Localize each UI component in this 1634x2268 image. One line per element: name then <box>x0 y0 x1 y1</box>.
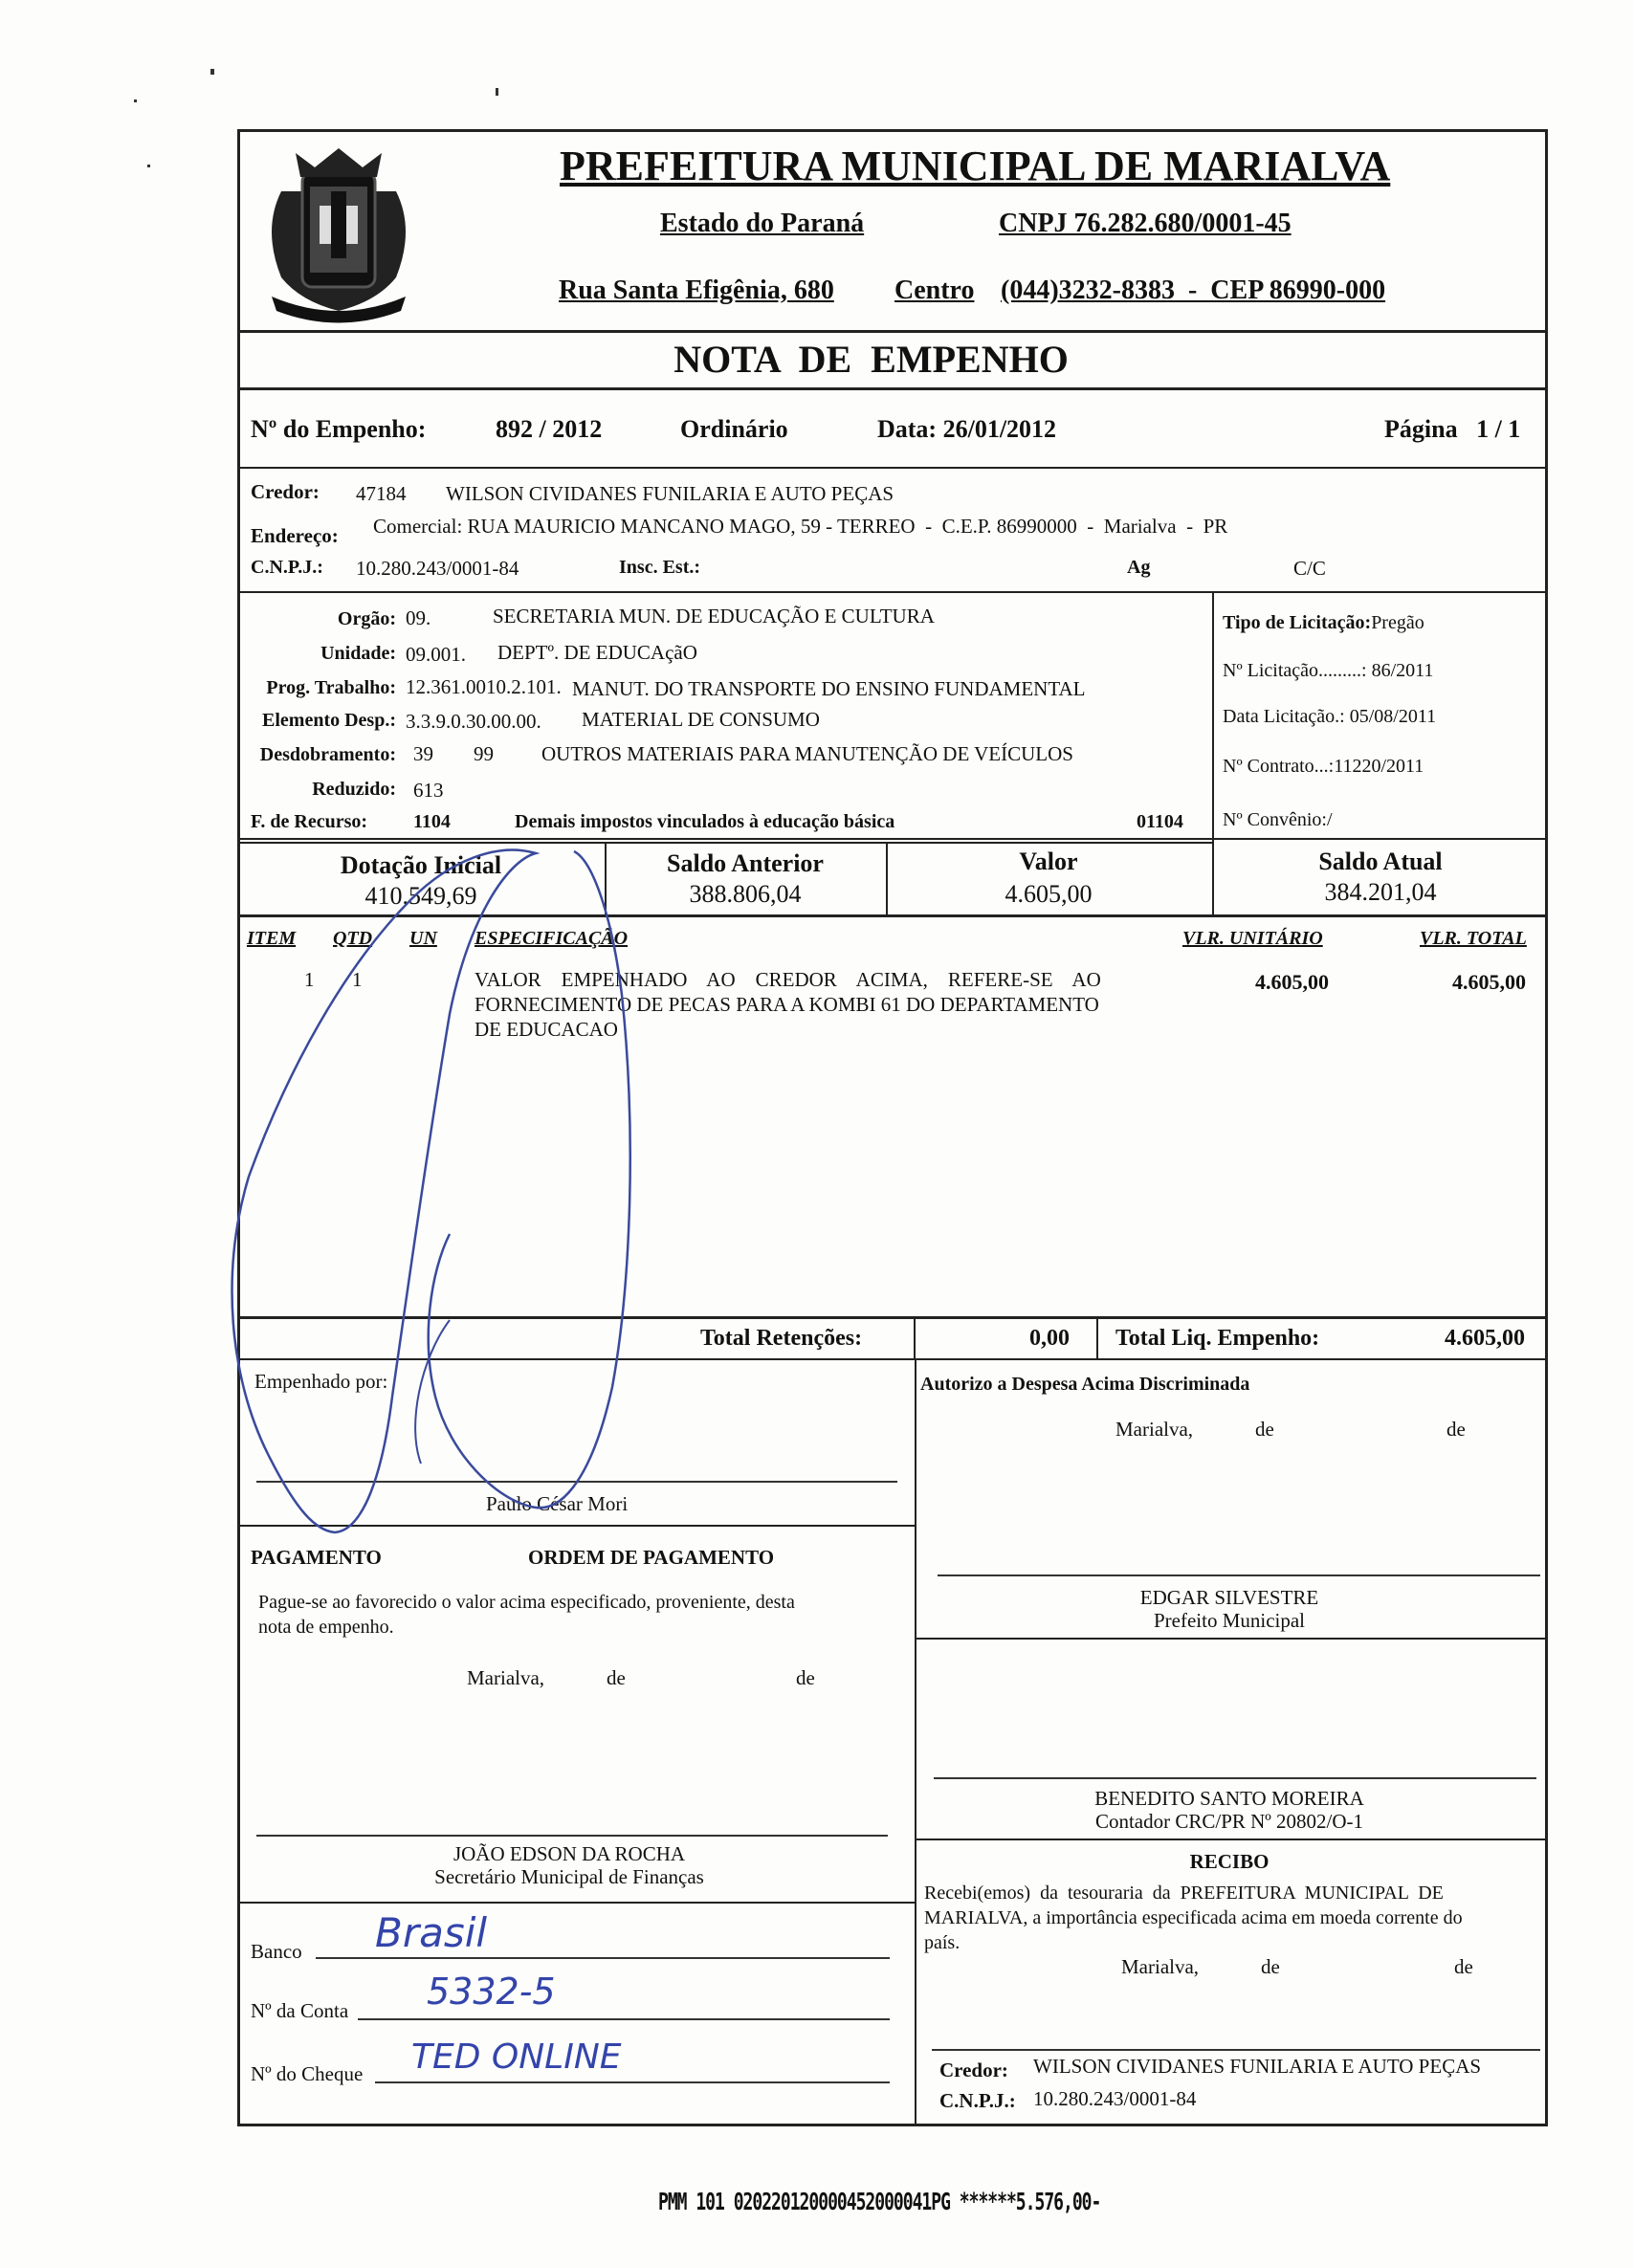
divider <box>237 1358 1548 1360</box>
page-number: Página 1 / 1 <box>1384 415 1521 443</box>
licitacao-number: Nº Licitação.........: 86/2011 <box>1223 660 1434 681</box>
municipal-seal-icon <box>243 134 434 325</box>
pagamento-de-2: de <box>796 1666 815 1689</box>
col-especificacao: ESPECIFICAÇÃO <box>475 928 629 949</box>
recibo-cnpj: 10.280.243/0001-84 <box>1033 2087 1197 2110</box>
unidade-code: 09.001. <box>406 643 466 666</box>
prefeitura-title: PREFEITURA MUNICIPAL DE MARIALVA <box>560 143 1391 189</box>
licitacao-date: Data Licitação.: 05/08/2011 <box>1223 706 1437 727</box>
divider <box>237 914 1548 917</box>
autorizo-label: Autorizo a Despesa Acima Discriminada <box>920 1374 1250 1395</box>
pagamento-text-2: nota de empenho. <box>258 1617 394 1638</box>
item-desc-line-3: DE EDUCACAO <box>475 1018 618 1041</box>
liquido-value: 4.605,00 <box>1445 1326 1525 1351</box>
desdobramento-code-1: 39 <box>413 742 433 765</box>
col-vlr-total: VLR. TOTAL <box>1420 928 1527 949</box>
ag-label: Ag <box>1127 557 1151 578</box>
pagamento-label: PAGAMENTO <box>251 1546 382 1569</box>
item-number: 1 <box>304 968 315 991</box>
divider <box>237 1902 915 1904</box>
col-un: UN <box>409 928 437 949</box>
cheque-handwriting: TED ONLINE <box>411 2037 622 2077</box>
divider <box>237 387 1548 390</box>
elemento-code: 3.3.9.0.30.00.00. <box>406 710 541 733</box>
recibo-place: Marialva, <box>1121 1955 1200 1978</box>
recibo-cnpj-label: C.N.P.J.: <box>939 2089 1016 2112</box>
col-qtd: QTD <box>333 928 373 949</box>
contador-role: Contador CRC/PR Nº 20802/O-1 <box>1094 1810 1364 1833</box>
col-vlr-unitario: VLR. UNITÁRIO <box>1182 928 1323 949</box>
divider <box>1096 1316 1098 1358</box>
cheque-label: Nº do Cheque <box>251 2062 364 2085</box>
header-district: Centro <box>894 275 975 305</box>
scan-speck <box>147 165 150 167</box>
empenho-label: Nº do Empenho: <box>251 415 427 443</box>
item-qtd: 1 <box>352 968 363 991</box>
recibo-credor-label: Credor: <box>939 2059 1008 2081</box>
valor-value: 4.605,00 <box>1005 880 1093 908</box>
unidade-desc: DEPTº. DE EDUCAçãO <box>497 641 697 664</box>
autorizo-place: Marialva, <box>1115 1418 1194 1441</box>
signature-line <box>934 1777 1536 1779</box>
credor-cnpj: 10.280.243/0001-84 <box>356 557 519 580</box>
item-desc-line-2: FORNECIMENTO DE PECAS PARA A KOMBI 61 DO DEPARTAMENTO <box>475 993 1099 1016</box>
empenho-type: Ordinário <box>680 415 788 443</box>
divider <box>1212 591 1214 838</box>
elemento-desc: MATERIAL DE CONSUMO <box>582 708 820 731</box>
divider <box>237 1316 1548 1319</box>
prog-desc: MANUT. DO TRANSPORTE DO ENSINO FUNDAMENTAL <box>572 677 1086 700</box>
empenhado-label: Empenhado por: <box>254 1370 388 1393</box>
insc-label: Insc. Est.: <box>619 557 701 578</box>
orgao-desc: SECRETARIA MUN. DE EDUCAÇÃO E CULTURA <box>493 605 935 628</box>
divider <box>237 591 1548 593</box>
recibo-text-2: MARIALVA, a importância especificada acima em moeda corrente do <box>924 1907 1463 1928</box>
prefeito-name: EDGAR SILVESTRE <box>1139 1586 1319 1609</box>
divider <box>237 838 1548 840</box>
recibo-de-2: de <box>1454 1955 1473 1978</box>
prefeito-role: Prefeito Municipal <box>1153 1609 1306 1632</box>
divider <box>915 1638 1548 1640</box>
ordem-pagamento-label: ORDEM DE PAGAMENTO <box>528 1546 775 1569</box>
scan-speck <box>496 88 498 96</box>
divider <box>237 330 1548 333</box>
reduzido-code: 613 <box>413 779 444 802</box>
signature-line <box>938 1574 1540 1576</box>
saldo-atual-value: 384.201,04 <box>1324 878 1437 906</box>
recurso-code-full: 01104 <box>1137 811 1183 832</box>
unidade-label: Unidade: <box>320 643 396 664</box>
col-item: ITEM <box>247 928 297 949</box>
banco-handwriting: Brasil <box>375 1909 488 1956</box>
empenho-number: 892 / 2012 <box>496 415 603 443</box>
divider <box>915 1839 1548 1840</box>
signature-line <box>932 2049 1540 2051</box>
credor-code: 47184 <box>356 482 407 505</box>
desdobramento-label: Desdobramento: <box>259 744 396 765</box>
recurso-label: F. de Recurso: <box>251 811 368 832</box>
autorizo-de-2: de <box>1446 1418 1466 1441</box>
desdobramento-desc: OUTROS MATERIAIS PARA MANUTENÇÃO DE VEÍCULOS <box>541 742 1073 765</box>
dotacao-value: 410.549,69 <box>364 882 477 910</box>
header-address: Rua Santa Efigênia, 680 <box>559 275 834 305</box>
licitacao-tipo-label <box>1223 612 1424 634</box>
empenho-date: Data: 26/01/2012 <box>877 415 1057 443</box>
divider <box>237 1525 915 1527</box>
footer-code: PMM 101 020220120000452000041PG ******5.576,00- <box>658 2188 1101 2217</box>
prog-code: 12.361.0010.2.101. <box>406 675 562 698</box>
prog-label: Prog. Trabalho: <box>266 677 396 698</box>
dotacao-label: Dotação Inicial <box>340 851 502 879</box>
convenio-number: Nº Convênio:/ <box>1223 809 1333 830</box>
recurso-code: 1104 <box>413 811 451 832</box>
cheque-line <box>375 2081 890 2083</box>
orgao-code: 09. <box>406 606 431 629</box>
saldo-atual-label: Saldo Atual <box>1318 848 1443 875</box>
contador-name: BENEDITO SANTO MOREIRA <box>1094 1787 1364 1810</box>
divider <box>237 842 1213 844</box>
retencoes-label: Total Retenções: <box>700 1326 863 1351</box>
orgao-label: Orgão: <box>337 608 396 629</box>
banco-label: Banco <box>251 1940 302 1963</box>
saldo-anterior-value: 388.806,04 <box>689 880 802 908</box>
divider <box>915 1358 916 2124</box>
desdobramento-code-2: 99 <box>474 742 494 765</box>
divider <box>237 467 1548 469</box>
header-phone-cep: (044)3232-8383 - CEP 86990-000 <box>1001 275 1386 305</box>
empenhado-name: Paulo César Mori <box>486 1492 629 1515</box>
liquido-label: Total Liq. Empenho: <box>1115 1326 1320 1351</box>
reduzido-label: Reduzido: <box>312 779 396 800</box>
recibo-text-1: Recebi(emos) da tesouraria da PREFEITURA MUNICIPAL DE <box>924 1883 1444 1904</box>
conta-line <box>358 2018 890 2020</box>
cnpj-label: C.N.P.J.: <box>251 557 323 578</box>
scan-speck <box>134 99 137 102</box>
credor-address: Comercial: RUA MAURICIO MANCANO MAGO, 59 - TERREO - C.E.P. 86990000 - Marialva - PR <box>373 515 1228 538</box>
pagamento-text-1: Pague-se ao favorecido o valor acima especificado, proveniente, desta <box>258 1592 795 1613</box>
recibo-text-3: país. <box>924 1932 961 1953</box>
licitacao-tipo-text: Tipo de Licitação: <box>1223 612 1372 633</box>
signature-line <box>256 1835 888 1837</box>
contrato-number: Nº Contrato...:11220/2011 <box>1223 756 1424 777</box>
licitacao-tipo-value: Pregão <box>1371 612 1424 633</box>
scan-speck <box>210 69 214 75</box>
conta-handwriting: 5332-5 <box>427 1971 556 2013</box>
secretario-role: Secretário Municipal de Finanças <box>434 1865 704 1888</box>
table-row <box>237 968 1548 1073</box>
recibo-de-1: de <box>1261 1955 1280 1978</box>
pagamento-place: Marialva, <box>467 1666 545 1689</box>
recibo-credor-name: WILSON CIVIDANES FUNILARIA E AUTO PEÇAS <box>1033 2055 1482 2078</box>
credor-name: WILSON CIVIDANES FUNILARIA E AUTO PEÇAS <box>446 482 894 505</box>
recibo-title: RECIBO <box>1189 1850 1270 1873</box>
address-label: Endereço: <box>251 524 339 547</box>
banco-line <box>316 1957 890 1959</box>
item-unit-value: 4.605,00 <box>1255 970 1329 994</box>
cc-label: C/C <box>1293 557 1326 580</box>
divider <box>914 1316 916 1358</box>
signature-line <box>256 1481 897 1483</box>
secretario-name: JOÃO EDSON DA ROCHA <box>453 1842 686 1865</box>
credor-label: Credor: <box>251 480 320 503</box>
retencoes-value: 0,00 <box>1029 1326 1070 1351</box>
saldo-anterior-label: Saldo Anterior <box>667 849 824 877</box>
elemento-label: Elemento Desp.: <box>262 710 396 731</box>
item-total-value: 4.605,00 <box>1452 970 1526 994</box>
document-title: NOTA DE EMPENHO <box>673 338 1069 381</box>
item-desc-line-1: VALOR EMPENHADO AO CREDOR ACIMA, REFERE-SE AO <box>475 968 1101 991</box>
valor-label: Valor <box>1019 848 1078 875</box>
cnpj-header: CNPJ 76.282.680/0001-45 <box>999 209 1292 238</box>
state-name: Estado do Paraná <box>660 209 865 238</box>
recurso-desc: Demais impostos vinculados à educação básica <box>515 811 895 832</box>
conta-label: Nº da Conta <box>251 1999 349 2022</box>
autorizo-de-1: de <box>1255 1418 1274 1441</box>
pagamento-de-1: de <box>607 1666 626 1689</box>
